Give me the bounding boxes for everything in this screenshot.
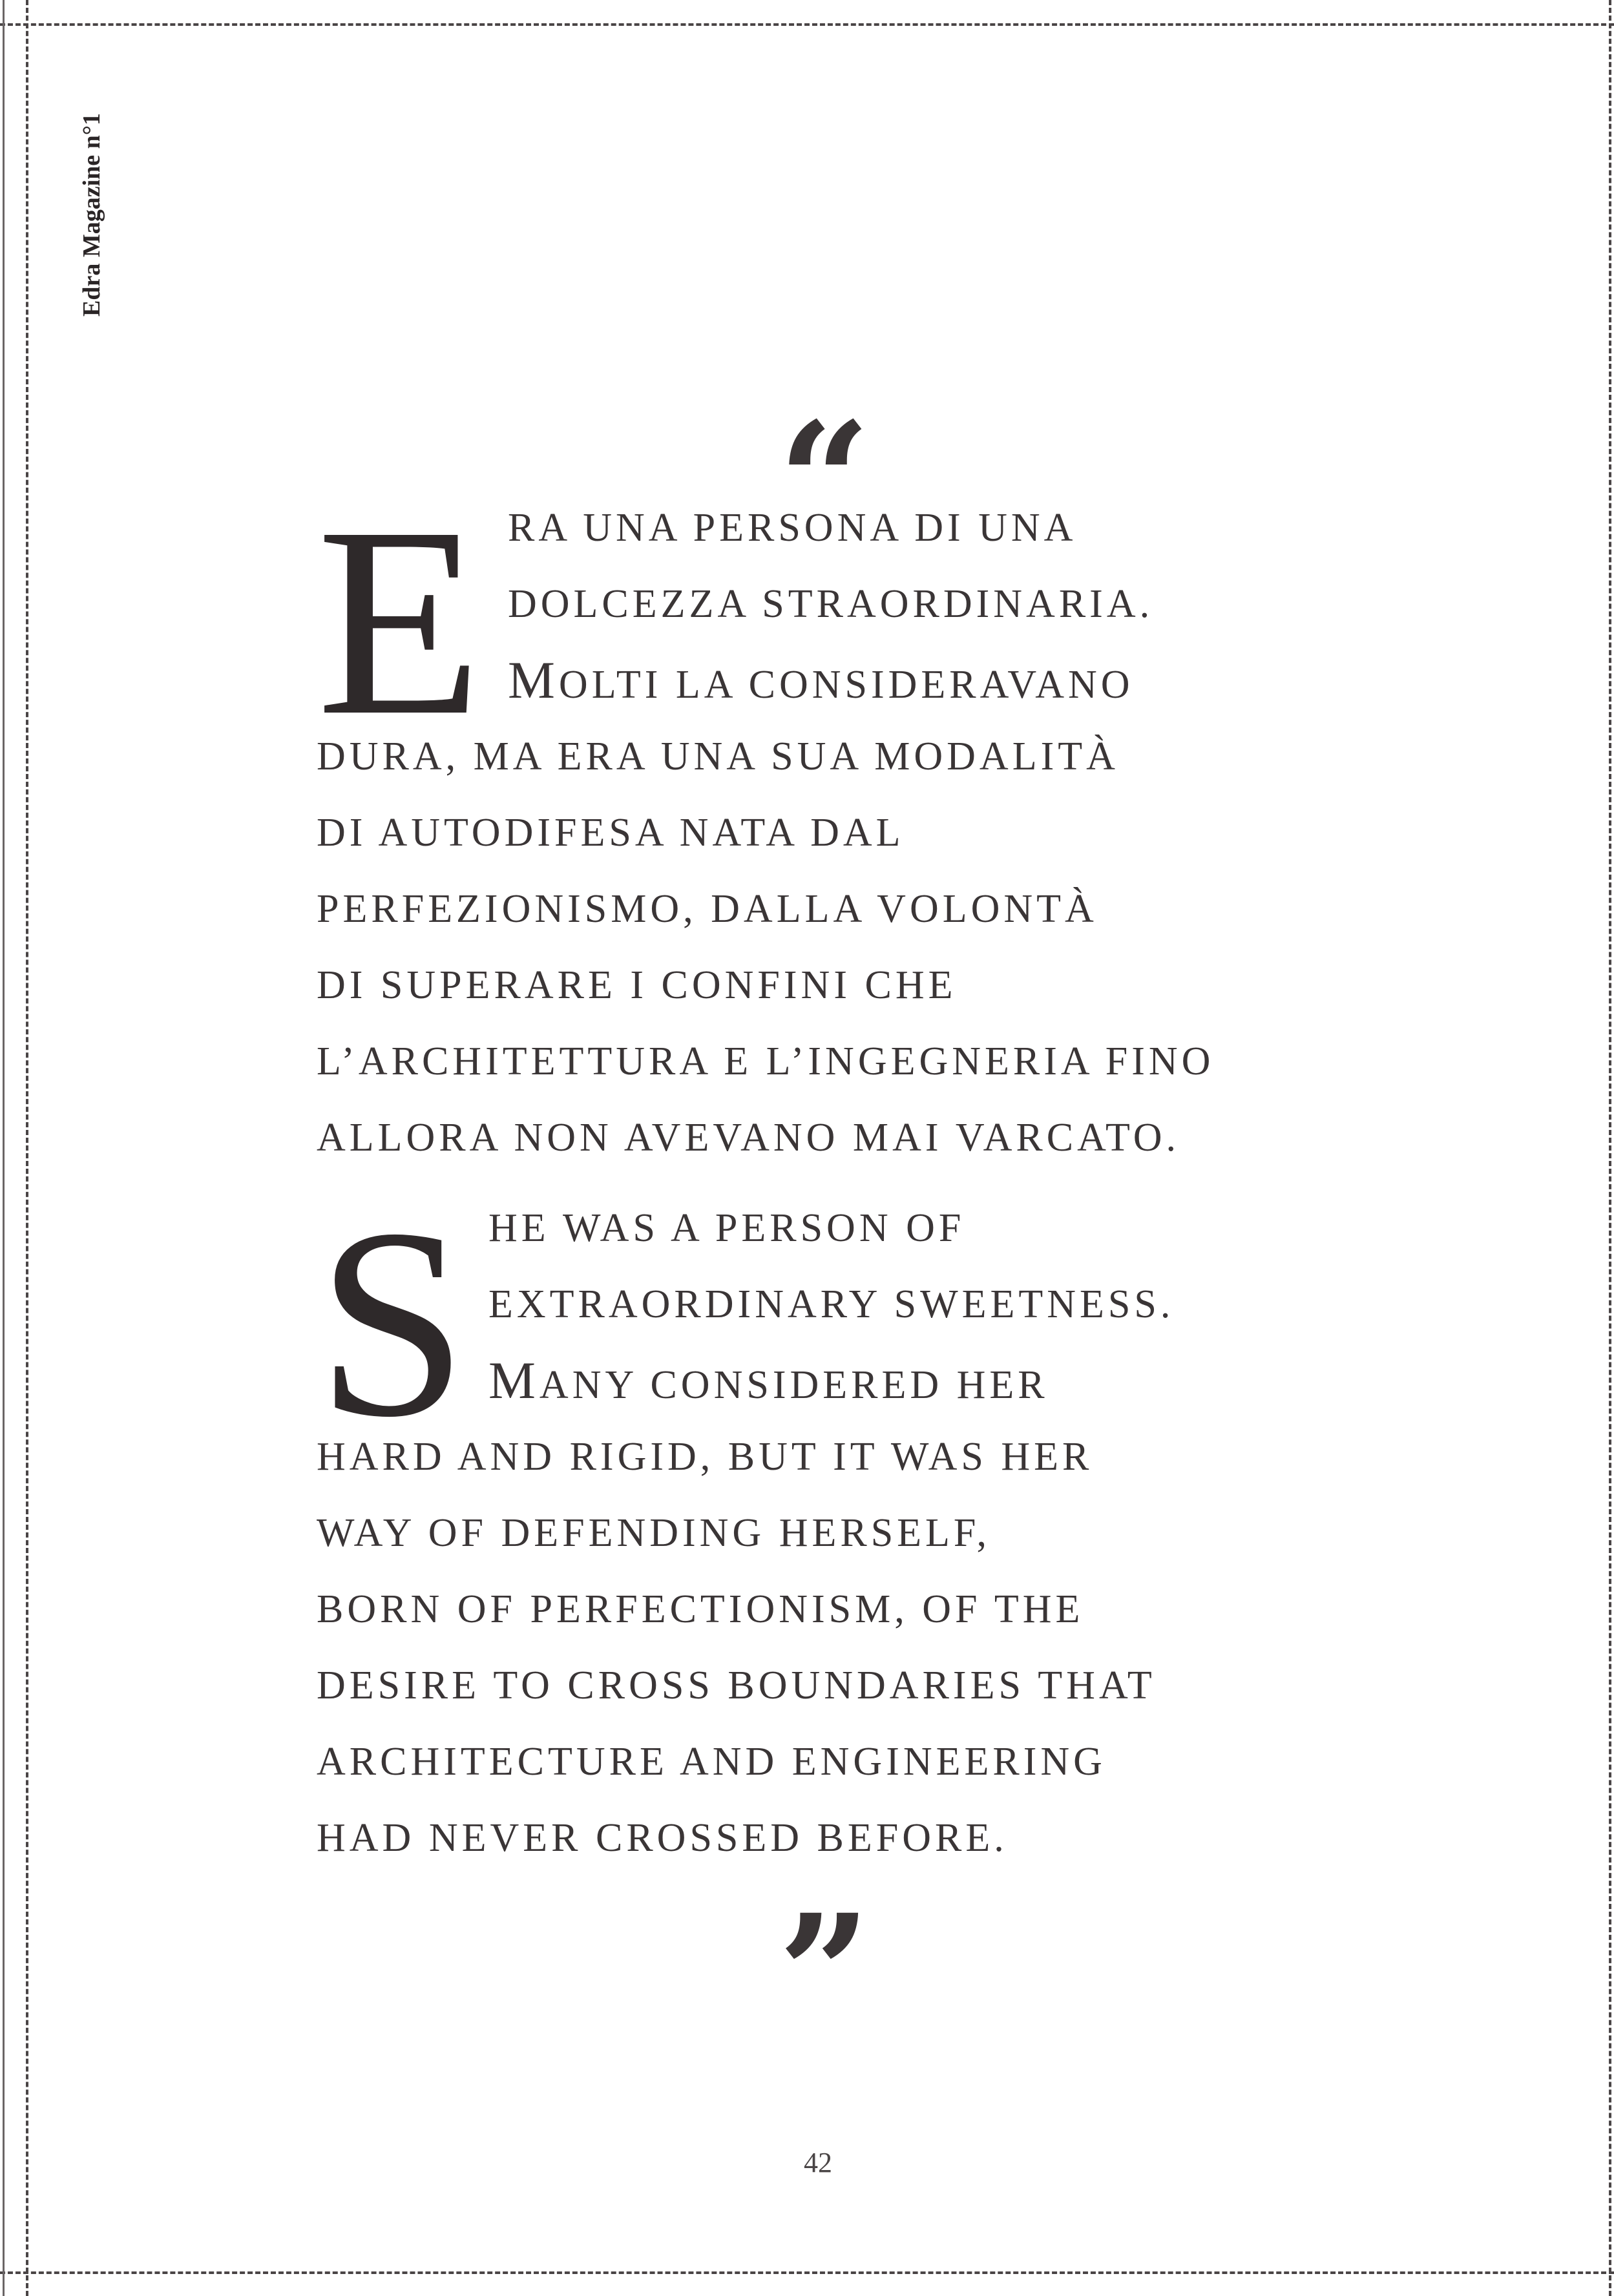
- italian-line: DI AUTODIFESA NATA DAL: [317, 811, 905, 855]
- italian-dropcap: E: [317, 471, 487, 771]
- english-dropcap: S: [317, 1173, 472, 1473]
- page-frame-left: [26, 0, 28, 2296]
- english-line: HAD NEVER CROSSED BEFORE.: [317, 1816, 1008, 1860]
- english-line: ARCHITECTURE AND ENGINEERING: [317, 1740, 1106, 1784]
- italian-line: DURA, MA ERA UNA SUA MODALITÀ: [317, 735, 1119, 778]
- english-line: WAY OF DEFENDING HERSELF,: [317, 1511, 990, 1555]
- english-line-text: ANY CONSIDERED HER: [539, 1363, 1049, 1407]
- running-head: Edra Magazine n°1: [78, 113, 105, 317]
- english-line: BORN OF PERFECTIONISM, OF THE: [317, 1587, 1084, 1631]
- italian-line: ALLORA NON AVEVANO MAI VARCATO.: [317, 1116, 1180, 1160]
- italian-paragraph: [317, 471, 1363, 1187]
- italian-line: PERFEZIONISMO, DALLA VOLONTÀ: [317, 887, 1098, 931]
- page-frame-top: [0, 23, 1614, 26]
- italian-line: [508, 642, 1134, 718]
- page-frame-right: [1609, 0, 1611, 2296]
- italian-small-cap-initial: M: [508, 651, 559, 709]
- page-frame-left-edge: [3, 0, 5, 2296]
- italian-line: DOLCEZZA STRAORDINARIA.: [508, 582, 1154, 626]
- english-line: DESIRE TO CROSS BOUNDARIES THAT: [317, 1664, 1156, 1707]
- english-line: EXTRAORDINARY SWEETNESS.: [488, 1282, 1175, 1326]
- opening-quote-mark: “: [778, 386, 871, 576]
- english-line: HARD AND RIGID, BUT IT WAS HER: [317, 1435, 1093, 1479]
- italian-line: L’ARCHITETTURA E L’INGEGNERIA FINO: [317, 1039, 1215, 1083]
- italian-line: RA UNA PERSONA DI UNA: [508, 506, 1077, 550]
- italian-line: DI SUPERARE I CONFINI CHE: [317, 963, 957, 1007]
- english-line: [488, 1342, 1049, 1419]
- page-number: 42: [804, 2147, 832, 2178]
- italian-line-text: OLTI LA CONSIDERAVANO: [558, 663, 1134, 707]
- page-frame-bottom: [0, 2271, 1614, 2274]
- english-line: HE WAS A PERSON OF: [488, 1206, 965, 1250]
- english-paragraph: [317, 1173, 1363, 1888]
- english-small-cap-initial: M: [488, 1351, 540, 1410]
- closing-quote-mark: ”: [778, 1879, 871, 2069]
